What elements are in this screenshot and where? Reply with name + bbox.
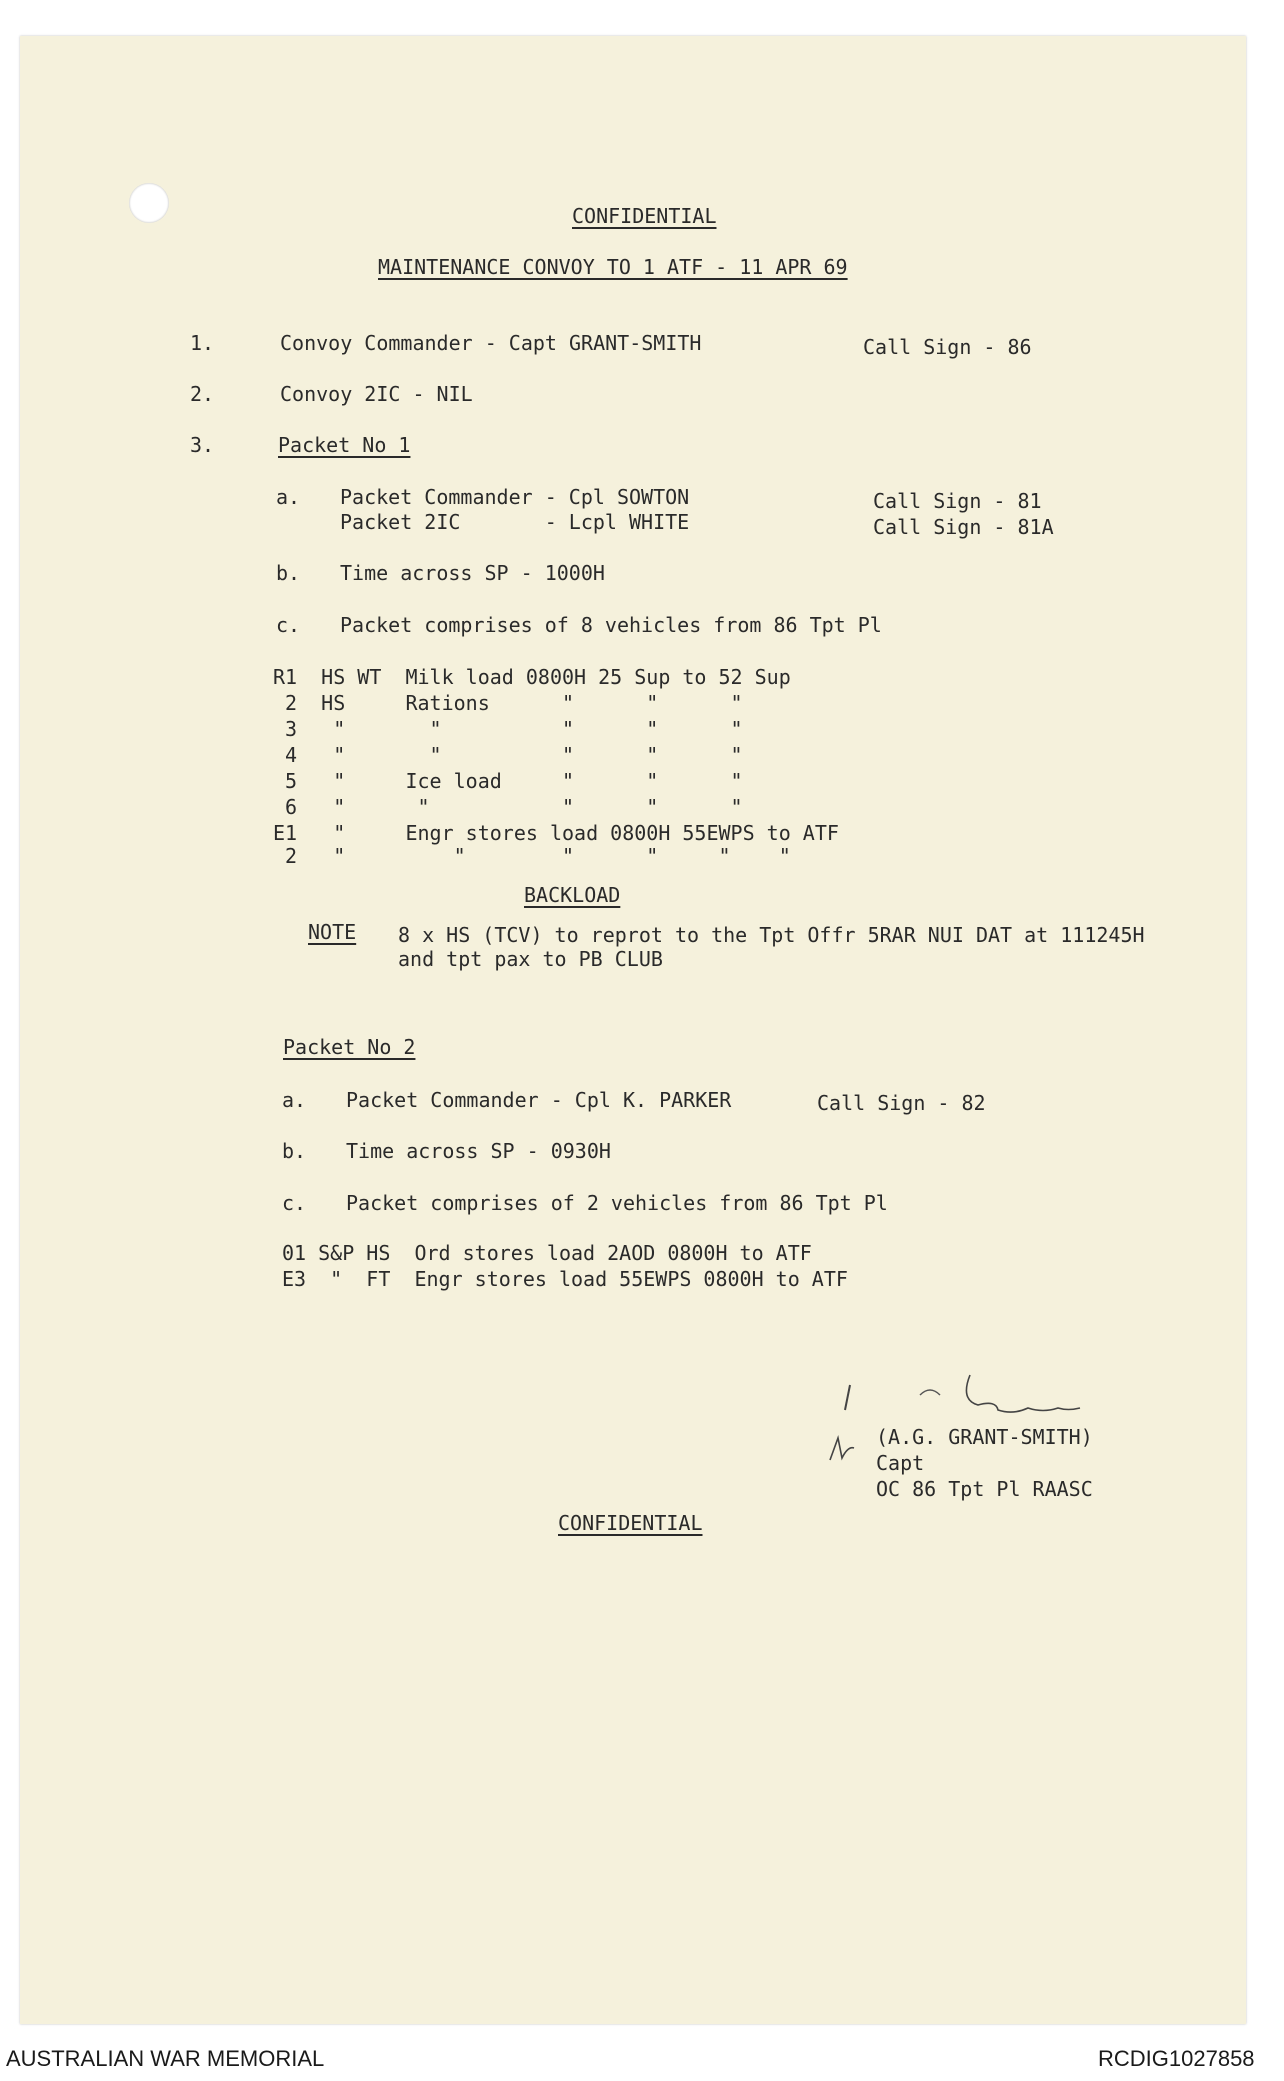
packet-2-call-sign: Call Sign - 82 [817, 1091, 986, 1115]
packet-1-2ic: Packet 2IC - Lcpl WHITE [340, 510, 690, 534]
packet-1-c-letter: c. [276, 613, 301, 637]
packet-2-a-letter: a. [282, 1088, 307, 1112]
signatory-name: (A.G. GRANT-SMITH) [876, 1425, 1093, 1449]
vehicle-row: E3 " FT Engr stores load 55EWPS 0800H to ATF [282, 1267, 848, 1291]
document-title: MAINTENANCE CONVOY TO 1 ATF - 11 APR 69 [378, 255, 848, 279]
packet-1-composition: Packet comprises of 8 vehicles from 86 Tpt Pl [340, 613, 882, 637]
vehicle-row: E1 " Engr stores load 0800H 55EWPS to ATF [273, 821, 839, 845]
archive-reference: RCDIG1027858 [1098, 2046, 1255, 2071]
packet-1-call-sign-1: Call Sign - 81 [873, 489, 1042, 513]
archive-label: AUSTRALIAN WAR MEMORIAL [6, 2046, 325, 2071]
vehicle-row: 5 " Ice load " " " [273, 769, 743, 793]
punch-hole [129, 183, 169, 223]
item-2-number: 2. [190, 382, 215, 406]
packet-1-call-sign-2: Call Sign - 81A [873, 515, 1054, 539]
packet-2-c-letter: c. [282, 1191, 307, 1215]
vehicle-row: 4 " " " " " [273, 743, 743, 767]
classification-footer: CONFIDENTIAL [558, 1511, 703, 1535]
vehicle-row: 3 " " " " " [273, 717, 743, 741]
note-label: NOTE [308, 920, 357, 944]
signatory-unit: OC 86 Tpt Pl RAASC [876, 1477, 1093, 1501]
packet-2-composition: Packet comprises of 2 vehicles from 86 Tpt Pl [346, 1191, 888, 1215]
packet-2-time: Time across SP - 0930H [346, 1139, 611, 1163]
note-line-1: 8 x HS (TCV) to reprot to the Tpt Offr 5RAR NUI DAT at 111245H [398, 923, 1145, 947]
vehicle-row: 2 " " " " " " [273, 844, 791, 868]
classification-header: CONFIDENTIAL [572, 204, 717, 228]
item-1-number: 1. [190, 331, 215, 355]
packet-1-b-letter: b. [276, 561, 301, 585]
packet-2-heading: Packet No 2 [283, 1035, 416, 1059]
packet-1-heading: Packet No 1 [278, 433, 411, 457]
backload-heading: BACKLOAD [524, 883, 621, 907]
packet-1-time: Time across SP - 1000H [340, 561, 605, 585]
packet-1-a-letter: a. [276, 485, 301, 509]
item-1-call-sign: Call Sign - 86 [863, 335, 1032, 359]
packet-2-b-letter: b. [282, 1139, 307, 1163]
packet-1-commander: Packet Commander - Cpl SOWTON [340, 485, 690, 509]
item-2-text: Convoy 2IC - NIL [280, 382, 473, 406]
item-1-text: Convoy Commander - Capt GRANT-SMITH [280, 331, 702, 355]
vehicle-row: 2 HS Rations " " " [273, 691, 743, 715]
vehicle-row: R1 HS WT Milk load 0800H 25 Sup to 52 Sup [273, 665, 791, 689]
note-line-2: and tpt pax to PB CLUB [398, 947, 663, 971]
packet-2-commander: Packet Commander - Cpl K. PARKER [346, 1088, 732, 1112]
vehicle-row: 01 S&P HS Ord stores load 2AOD 0800H to ATF [282, 1241, 812, 1265]
signature [820, 1365, 1110, 1475]
vehicle-row: 6 " " " " " [273, 795, 743, 819]
signatory-rank: Capt [876, 1451, 925, 1475]
item-3-number: 3. [190, 433, 215, 457]
